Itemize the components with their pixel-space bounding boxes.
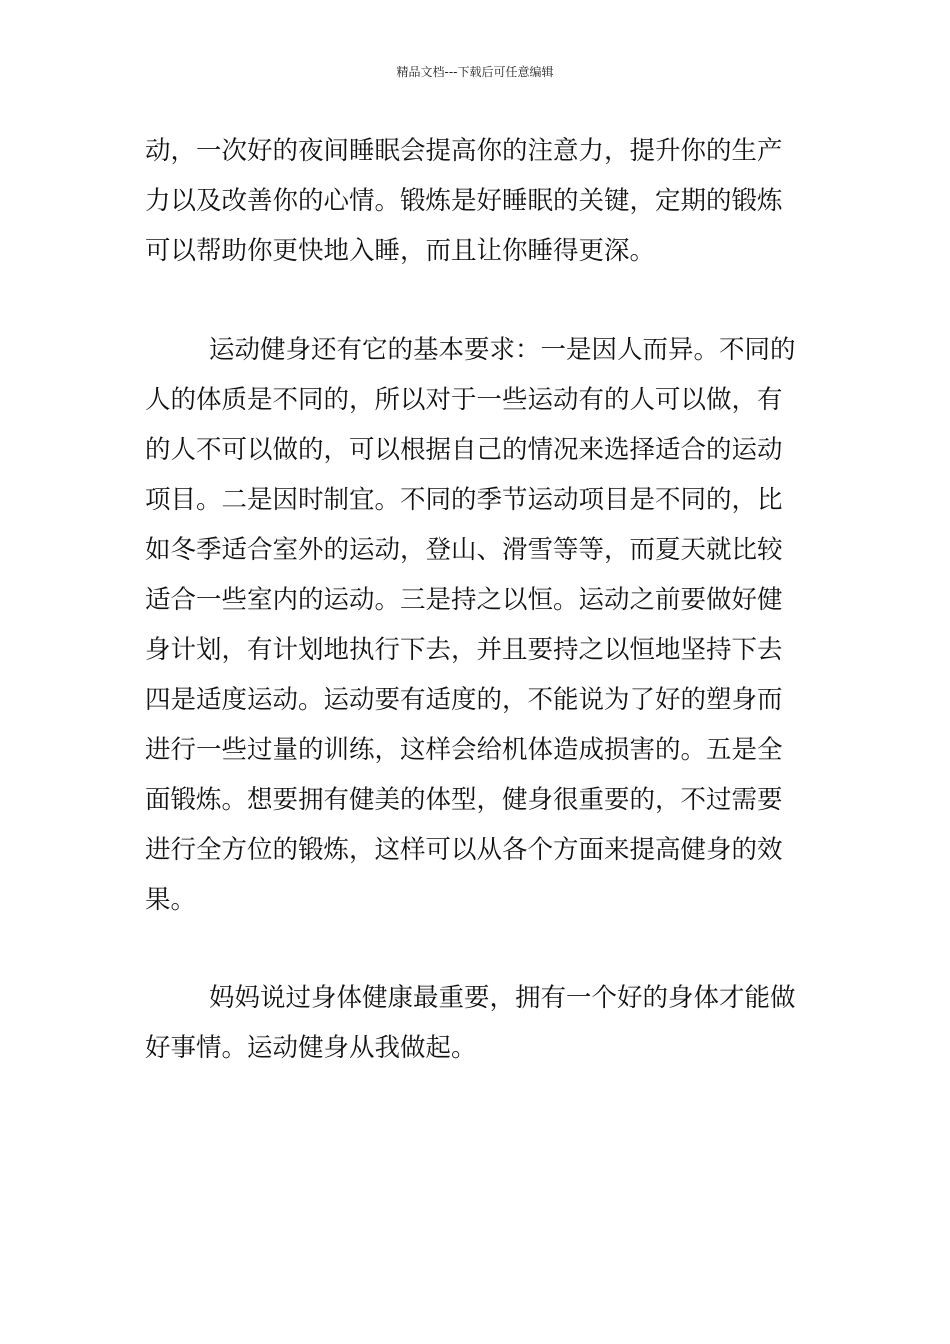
paragraph-line: 项目。二是因时制宜。不同的季节运动项目是不同的，比	[145, 485, 783, 515]
paragraph-line: 力以及改善你的心情。锻炼是好睡眠的关键，定期的锻炼	[145, 186, 783, 216]
paragraph-line: 运动健身还有它的基本要求：一是因人而异。不同的	[209, 335, 796, 365]
paragraph-line: 动，一次好的夜间睡眠会提高你的注意力，提升你的生产	[145, 136, 783, 166]
paragraph-line: 果。	[145, 885, 197, 915]
paragraph-line: 如冬季适合室外的运动，登山、滑雪等等，而夏天就比较	[145, 535, 783, 565]
paragraph-line: 人的体质是不同的，所以对于一些运动有的人可以做，有	[145, 385, 783, 415]
paragraph-line: 面锻炼。想要拥有健美的体型，健身很重要的，不过需要	[145, 785, 783, 815]
paragraph-line: 适合一些室内的运动。三是持之以恒。运动之前要做好健	[145, 585, 783, 615]
paragraph-line: 四是适度运动。运动要有适度的，不能说为了好的塑身而	[145, 685, 783, 715]
paragraph-3	[145, 973, 809, 1073]
paragraph-line: 的人不可以做的，可以根据自己的情况来选择适合的运动	[145, 435, 783, 465]
paragraph-1	[145, 126, 809, 276]
page-header: 精品文档---下载后可任意编辑	[396, 65, 554, 79]
paragraph-2	[145, 325, 809, 925]
paragraph-line: 身计划，有计划地执行下去，并且要持之以恒地坚持下去	[145, 635, 783, 665]
paragraph-line: 妈妈说过身体健康最重要，拥有一个好的身体才能做	[209, 983, 796, 1013]
paragraph-line: 进行一些过量的训练，这样会给机体造成损害的。五是全	[145, 735, 783, 765]
paragraph-line: 可以帮助你更快地入睡，而且让你睡得更深。	[145, 236, 656, 266]
paragraph-line: 好事情。运动健身从我做起。	[145, 1033, 477, 1063]
paragraph-line: 进行全方位的锻炼，这样可以从各个方面来提高健身的效	[145, 835, 783, 865]
